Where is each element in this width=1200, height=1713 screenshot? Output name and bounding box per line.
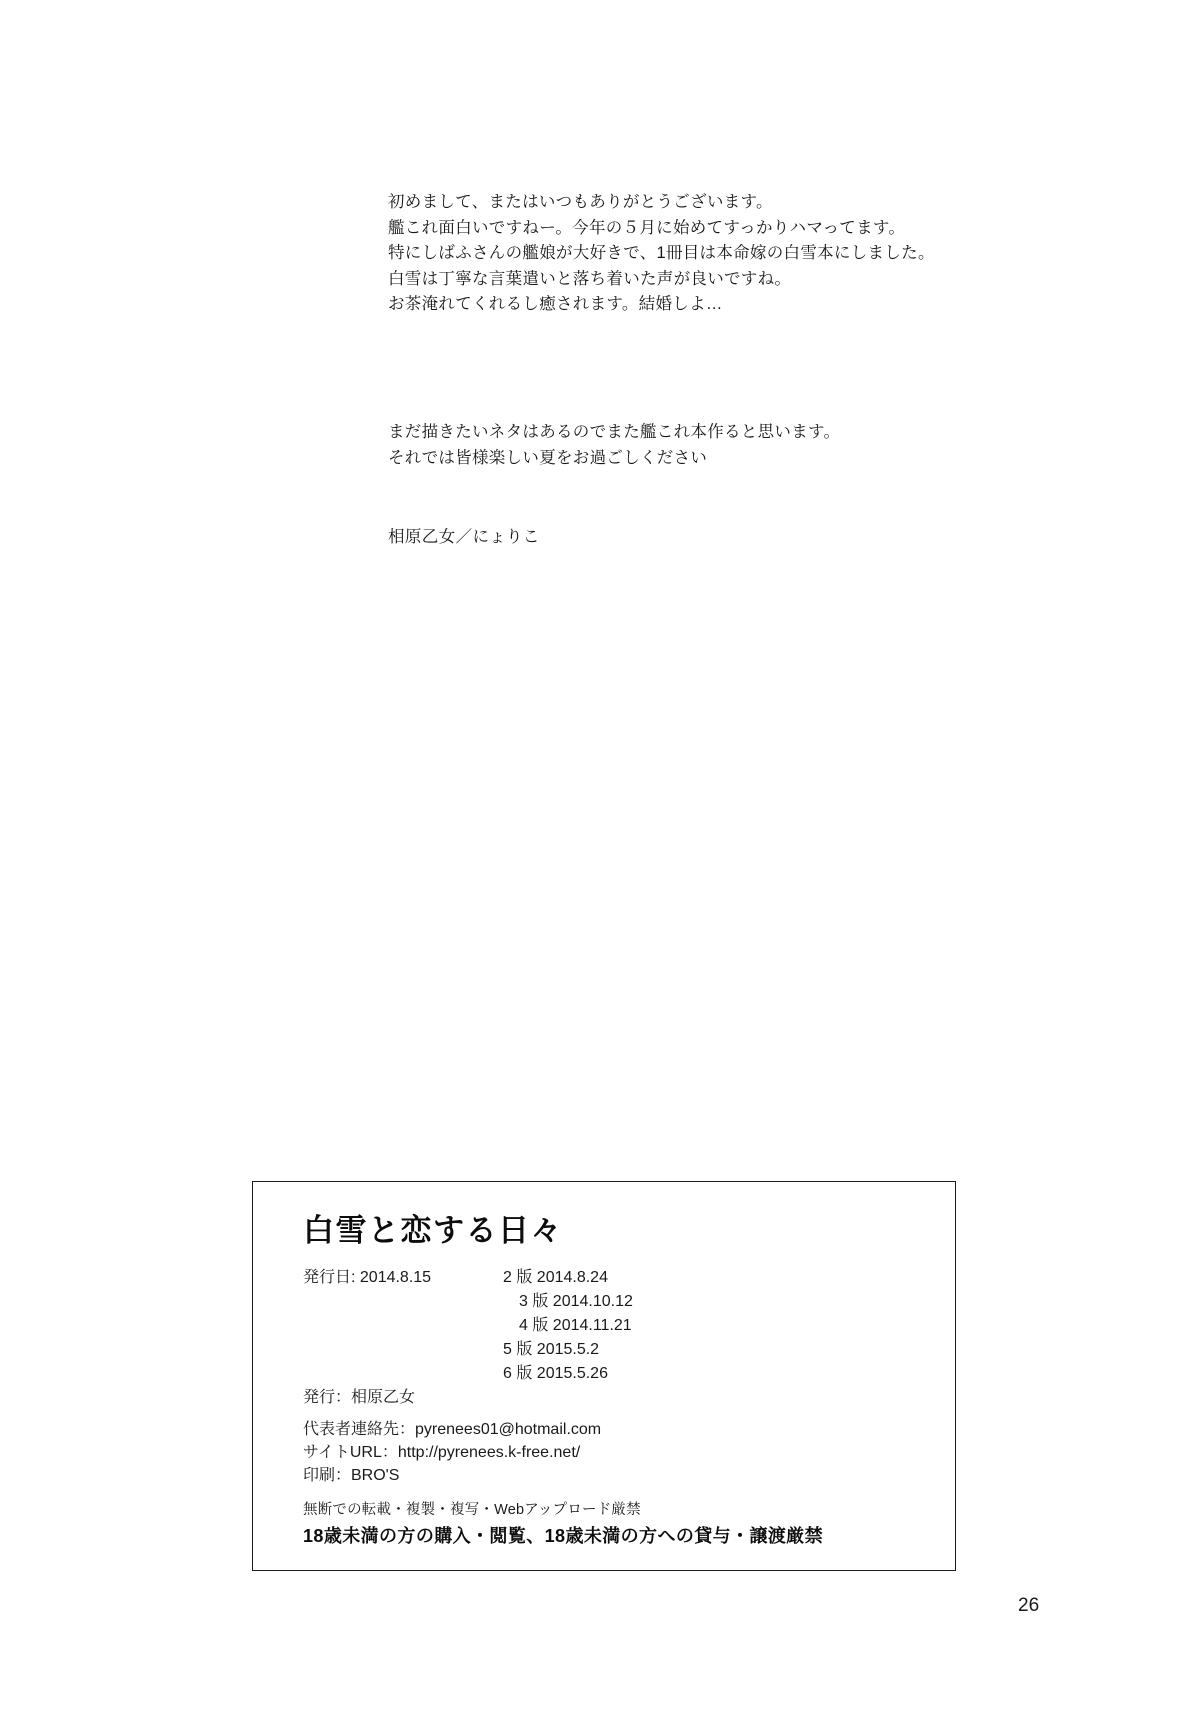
afterword-line: まだ描きたいネタはあるのでまた艦これ本作ると思います。	[388, 423, 841, 441]
publisher-name: 発行：相原乙女	[303, 1389, 416, 1406]
afterword-line: 艦これ面白いですねー。今年の５月に始めてすっかりハマってます。	[388, 218, 906, 237]
author-signature: 相原乙女／にょりこ	[388, 528, 540, 546]
afterword-paragraph-1	[388, 190, 1028, 318]
edition-entry: 6 版 2015.5.26	[503, 1365, 608, 1382]
afterword-line: 初めまして、またはいつもありがとうございます。	[388, 193, 773, 211]
edition-entry: 5 版 2015.5.2	[503, 1341, 600, 1358]
site-url: サイトURL：http://pyrenees.k-free.net/	[303, 1444, 581, 1461]
printer-name: 印刷：BRO'S	[303, 1467, 400, 1484]
afterword-line: 特にしばふさんの艦娘が大好きで、1冊目は本命嫁の白雪本にしました。	[388, 244, 935, 262]
copyright-notice: 無断での転載・複製・複写・Webアップロード厳禁	[303, 1502, 641, 1518]
afterword-line: お茶淹れてくれるし癒されます。結婚しよ…	[388, 295, 723, 313]
afterword-line: 白雪は丁寧な言葉遣いと落ち着いた声が良いですね。	[388, 269, 792, 288]
colophon-title: 白雪と恋する日々	[303, 1213, 563, 1248]
afterword-paragraph-2	[388, 420, 1028, 471]
edition-entry: 2 版 2014.8.24	[503, 1269, 608, 1286]
contact-email: 代表者連絡先：pyrenees01@hotmail.com	[303, 1421, 602, 1438]
publish-date: 発行日: 2014.8.15	[303, 1269, 432, 1286]
edition-entry: 3 版 2014.10.12	[519, 1293, 633, 1310]
age-restriction-notice: 18歳未満の方の購入・閲覧、18歳未満の方への貸与・譲渡厳禁	[303, 1526, 824, 1546]
edition-entry: 4 版 2014.11.21	[519, 1317, 632, 1334]
page-number: 26	[1018, 1595, 1040, 1616]
afterword-line: それでは皆様楽しい夏をお過ごしください	[388, 448, 708, 467]
colophon-box	[252, 1181, 956, 1571]
